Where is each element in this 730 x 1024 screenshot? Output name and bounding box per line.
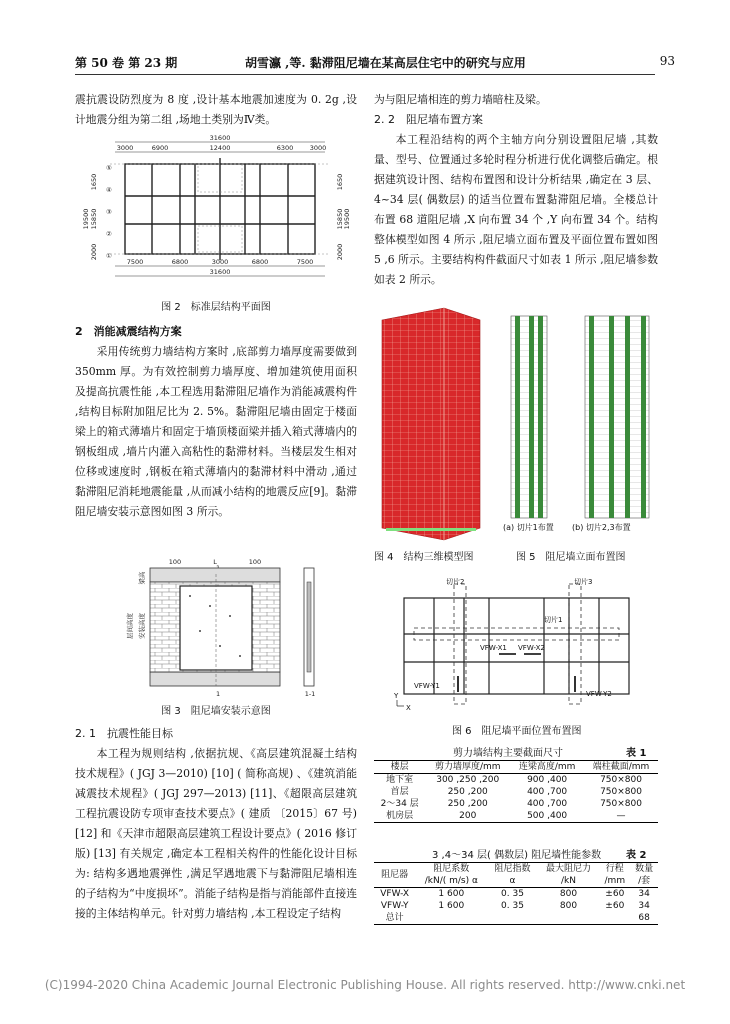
table-header: 楼层 <box>374 761 425 774</box>
page-header <box>75 54 675 74</box>
figure-5b-label: (b) 切片2,3布置 <box>572 523 631 532</box>
left-dim: 1650 <box>90 173 98 191</box>
right-dim: 1650 <box>336 173 344 191</box>
section-2-2-title: 2. 2 阻尼墙布置方案 <box>374 113 483 126</box>
right-dim: 2000 <box>336 243 344 261</box>
figure-5-caption: 图 5 阻尼墙立面布置图 <box>516 552 626 563</box>
dim-100-right: 100 <box>248 558 262 566</box>
intro-paragraph: 震抗震设防烈度为 8 度 ,设计基本地震加速度为 0. 2g ,设计地震分组为第二组 ,场地土类别为Ⅳ类。 <box>75 93 357 126</box>
figure-3-install-diagram <box>120 556 330 710</box>
table-header: 阻尼器 <box>374 863 415 888</box>
bottom-dim: 7500 <box>126 258 144 266</box>
right-dim: 15850 <box>336 208 344 230</box>
axis-y-label: Y <box>394 692 399 700</box>
section-1-1-label: 1-1 <box>304 690 316 698</box>
left-dim: 15850 <box>90 208 98 230</box>
top-dim: 6300 <box>276 144 294 152</box>
left-intro <box>75 90 357 130</box>
table-row: 首层 250 ,200 400 ,700 750×800 <box>390 787 642 797</box>
running-title: 胡雪瀛 ,等. 黏滞阻尼墙在某高层住宅中的研究与应用 <box>245 56 526 70</box>
bottom-dim: 3000 <box>211 258 229 266</box>
table-2 <box>374 862 658 925</box>
table-2-title: 3 ,4～34 层( 偶数层) 阻尼墙性能参数 <box>432 850 602 861</box>
table-1-title: 剪力墙结构主要截面尺寸 <box>453 748 563 759</box>
figure-4-3d-model <box>376 306 486 546</box>
table-header: 行程 /mm <box>599 863 630 888</box>
section-2-title: 2 消能减震结构方案 <box>75 325 182 338</box>
right-text <box>374 90 658 290</box>
section-2-1-body: 本工程为规则结构 ,依据抗规、《高层建筑混凝土结构技术规程》( JGJ 3—2010) [10] ( 简称高规) 、《建筑消能减震技术规程》( JGJ 297—2013) [11]、《超限高层建筑工程抗震设防专项审查技术要点》( 建质 〔2015〕67 号) [12] 和《天津市超限高层建筑工程设计要点》( 2016 修订版) [13] 有关规定 ,确定本工程相关构件的性能化设计目标为: 结构多遇地震弹性 ,满足罕遇地震下与黏滞阻尼墙相连的子结构为“中度损坏”。消能子结构是指与消能部件直接连接的主体结构单元。针对剪力墙结构 ,本工程设定子结构 <box>75 747 357 920</box>
section-2 <box>75 322 357 522</box>
table-row: VFW-Y 1 600 0. 35 800 ±60 34 <box>380 901 650 911</box>
slice-2-label: 切片2 <box>446 578 465 586</box>
top-dim: 3000 <box>116 144 134 152</box>
figure-4-caption: 图 4 结构三维模型图 <box>374 552 474 563</box>
figure-5a-label: (a) 切片1布置 <box>503 523 554 532</box>
slice-3-label: 切片3 <box>574 578 593 586</box>
table-row: 2～34 层 250 ,200 400 ,700 750×800 <box>380 799 642 809</box>
table-header: 连梁高度/mm <box>510 761 584 774</box>
bottom-dim: 7500 <box>296 258 314 266</box>
continued-paragraph: 为与阻尼墙相连的剪力墙暗柱及梁。 <box>374 93 547 106</box>
vfw-y1-label: VFW-Y1 <box>414 682 440 690</box>
section-2-1 <box>75 724 357 924</box>
section-2-2-body: 本工程沿结构的两个主轴方向分别设置阻尼墙 ,其数量、型号、位置通过多轮时程分析进行优化调整后确定。根据建筑设计图、结构布置图和设计分析结果 ,确定在 3 层、4~34 层( 偶数层) 的适当位置布置黏滞阻尼墙。全楼总计布置 68 道阻尼墙 ,X 向布置 34 个 ,Y 向布置 34 个。结构整体模型如图 4 所示 ,阻尼墙立面布置及平面位置布置如图 5 ,6 所示。主要结构构件截面尺寸如表 1 所示 ,阻尼墙参数如表 2 所示。 <box>374 133 658 286</box>
top-dim: 12400 <box>209 144 231 152</box>
bottom-dim: 6800 <box>171 258 189 266</box>
dim-100-left: 100 <box>168 558 182 566</box>
bottom-dim-total: 31600 <box>209 268 231 276</box>
figure-2-floor-plan <box>80 134 350 296</box>
table-1 <box>374 760 658 823</box>
beam-height-label: 梁高 <box>138 571 146 585</box>
figure-3-caption: 图 3 阻尼墙安装示意图 <box>161 706 271 717</box>
table-header: 最大阻尼力 /kN <box>538 863 600 888</box>
dim-L: L <box>213 558 217 566</box>
top-dim: 3000 <box>309 144 327 152</box>
left-dim: 2000 <box>90 243 98 261</box>
right-dim: 19500 <box>343 208 351 230</box>
table-row: 总计 68 <box>374 912 658 925</box>
copyright-footer: (C)1994-2020 China Academic Journal Electronic Publishing House. All rights reserved. http://www.cnki.net <box>44 978 686 992</box>
table-header: 阻尼指数 α <box>487 863 537 888</box>
vfw-y2-label: VFW-Y2 <box>586 690 612 698</box>
install-height-label: 安装高度 <box>138 613 146 639</box>
left-dim: 19500 <box>82 208 90 230</box>
story-height-label: 层间高度 <box>126 613 134 639</box>
axis-x-label: X <box>406 704 411 712</box>
figure-5-elevation <box>505 314 655 524</box>
section-2-1-title: 2. 1 抗震性能目标 <box>75 727 173 740</box>
vfw-x1-label: VFW-X1 <box>480 644 507 652</box>
vfw-x2-label: VFW-X2 <box>518 644 545 652</box>
figure-6-plan-layout <box>394 576 644 720</box>
section-mark-bottom: 1 <box>216 690 221 698</box>
top-dim: 6900 <box>151 144 169 152</box>
slice-1-label: 切片1 <box>544 616 563 624</box>
row-label: ④ <box>106 186 112 194</box>
figure-2-caption: 图 2 标准层结构平面图 <box>161 302 271 313</box>
row-label: ⑤ <box>106 164 112 172</box>
table-header: 剪力墙厚度/mm <box>425 761 510 774</box>
table-header: 端柱截面/mm <box>584 761 658 774</box>
table-row: 地下室 300 ,250 ,200 900 ,400 750×800 <box>386 775 642 785</box>
row-label: ② <box>106 230 112 238</box>
table-2-number: 表 2 <box>626 850 647 861</box>
row-label: ① <box>106 252 112 260</box>
bottom-dim: 6800 <box>251 258 269 266</box>
row-label: ③ <box>106 208 112 216</box>
table-1-number: 表 1 <box>626 748 647 759</box>
figure-6-caption: 图 6 阻尼墙平面位置布置图 <box>452 726 582 737</box>
table-row: 机房层 200 500 ,400 — <box>374 810 658 823</box>
header-rule <box>75 74 655 75</box>
table-header: 数量 /套 <box>630 863 658 888</box>
journal-volume: 第 50 卷 第 23 期 <box>75 56 178 70</box>
table-row: VFW-X 1 600 0. 35 800 ±60 34 <box>380 889 650 899</box>
section-2-body: 采用传统剪力墙结构方案时 ,底部剪力墙厚度需要做到 350mm 厚。为有效控制剪力墙厚度、增加建筑使用面积及提高抗震性能 ,本工程选用黏滞阻尼墙作为消能减震构件 ,结构目标附加阻尼比为 2. 5%。黏滞阻尼墙由固定于楼面梁上的箱式薄墙片和固定于墙顶楼面梁并插入箱式薄墙内的钢板组成 ,墙片内灌入高粘性的黏滞材料。当楼层发生相对位移或速度时 ,钢板在箱式薄墙内的黏滞材料中滑动 ,通过黏滞阻尼消耗地震能量 ,从而减小结构的地震反应[9]。黏滞阻尼墙安装示意图如图 3 所示。 <box>75 345 357 518</box>
table-header: 阻尼系数 /kN/( m/s) α <box>415 863 487 888</box>
page-number: 93 <box>659 54 675 68</box>
top-dim-total: 31600 <box>209 134 231 142</box>
